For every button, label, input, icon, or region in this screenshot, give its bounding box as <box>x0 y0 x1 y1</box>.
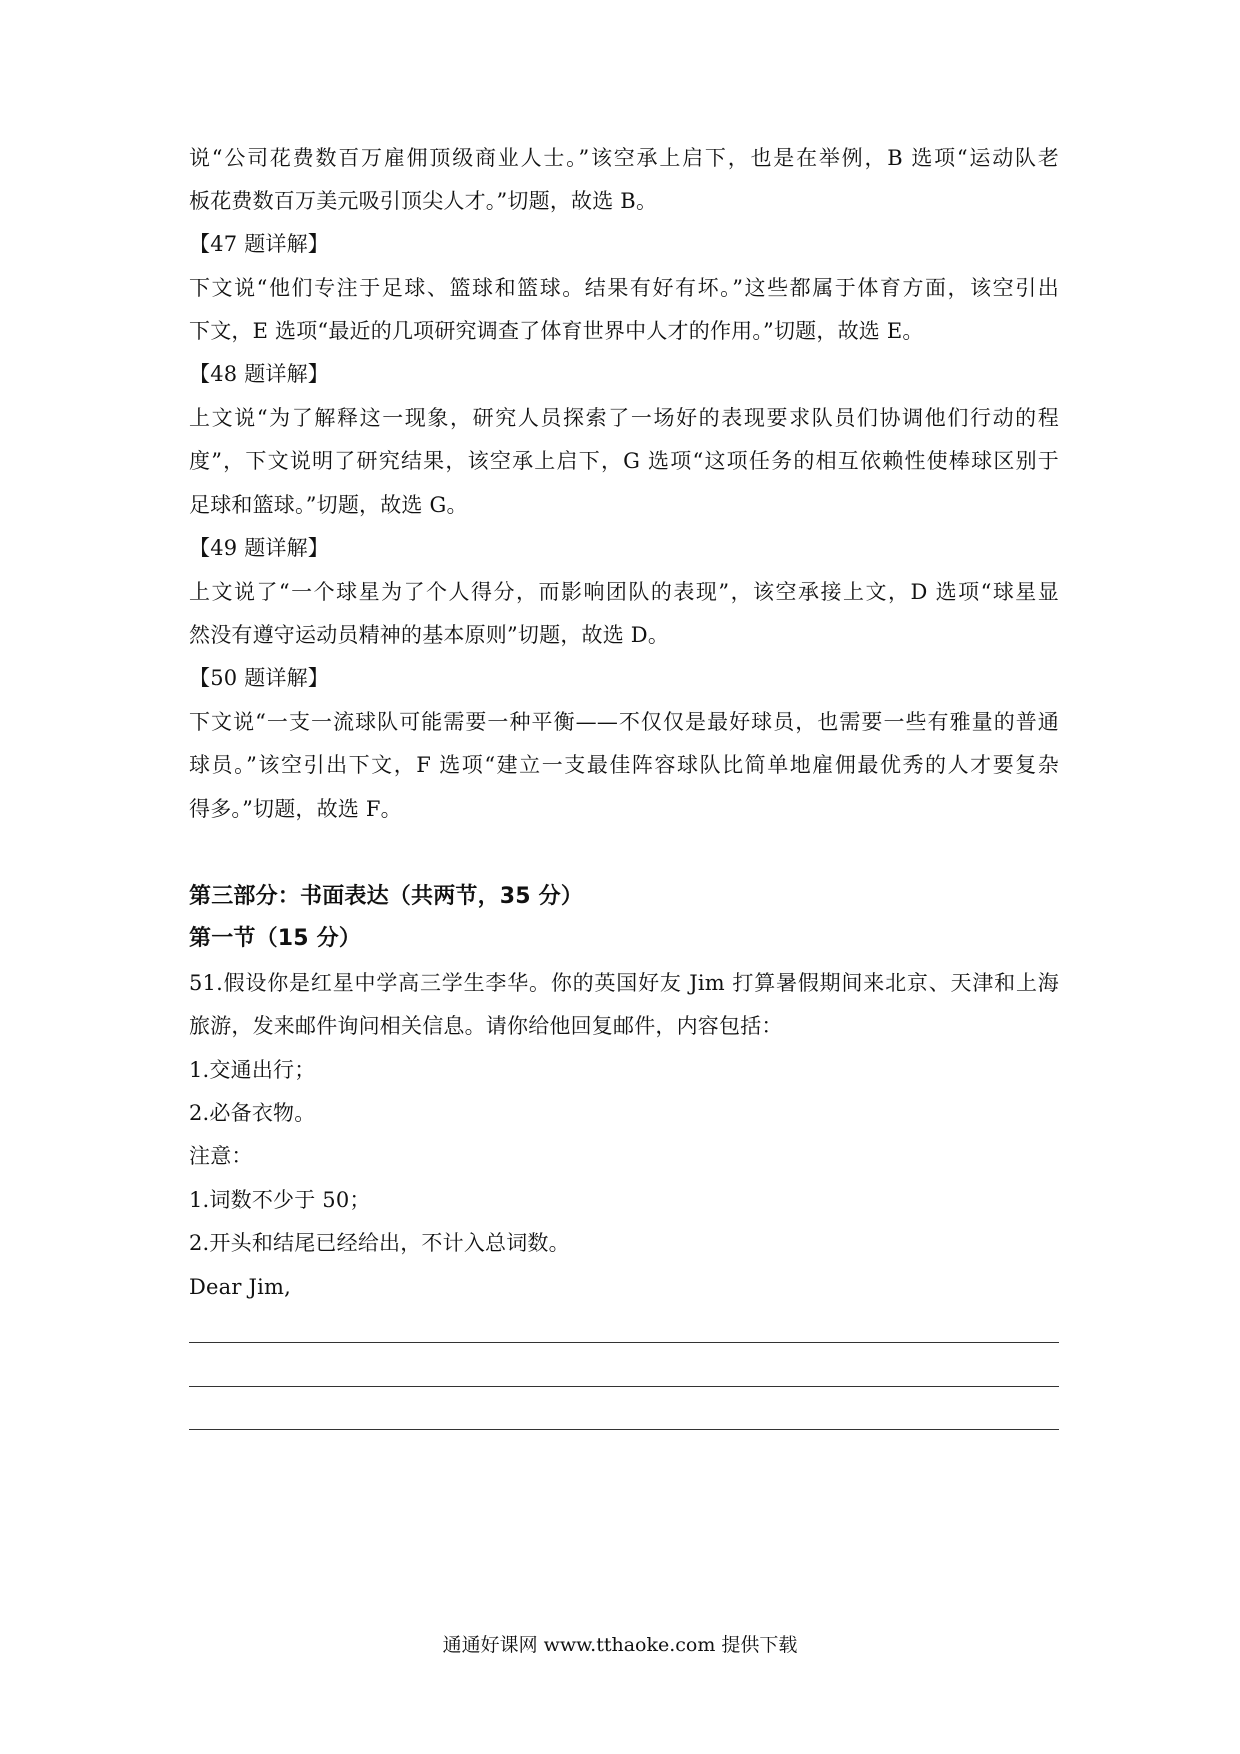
q51-prompt-line-1: 51.假设你是红星中学高三学生李华。你的英国好友 Jim 打算暑假期间来北京、天津和上海 <box>189 971 1059 995</box>
q47-heading: 【47 题详解】 <box>189 232 329 256</box>
q50-explanation-line-2: 球员。”该空引出下文，F 选项“建立一支最佳阵容球队比简单地雇佣最优秀的人才要复杂 <box>189 753 1059 777</box>
q50-explanation-line-3: 得多。”切题，故选 F。 <box>189 797 402 821</box>
page-footer: 通通好课网 www.tthaoke.com 提供下载 <box>442 1634 798 1656</box>
q50-explanation-line-1: 下文说“一支一流球队可能需要一种平衡——不仅仅是最好球员，也需要一些有雅量的普通 <box>189 710 1059 734</box>
q48-heading: 【48 题详解】 <box>189 362 329 386</box>
q46-explanation-line-1: 说“公司花费数百万雇佣顶级商业人士。”该空承上启下，也是在举例，B 选项“运动队老 <box>189 146 1059 170</box>
letter-salutation: Dear Jim, <box>189 1275 292 1299</box>
q51-content-item-1: 1.交通出行； <box>189 1058 316 1082</box>
q49-explanation-line-2: 然没有遵守运动员精神的基本原则”切题，故选 D。 <box>189 623 670 647</box>
part-three-title: 第三部分：书面表达（共两节，35 分） <box>189 884 584 909</box>
q46-explanation-line-2: 板花费数百万美元吸引顶尖人才。”切题，故选 B。 <box>189 189 658 213</box>
q48-explanation-line-3: 足球和篮球。”切题，故选 G。 <box>189 493 468 517</box>
answer-line-3 <box>189 1429 1059 1430</box>
q47-explanation-line-2: 下文，E 选项“最近的几项研究调查了体育世界中人才的作用。”切题，故选 E。 <box>189 319 924 343</box>
answer-line-2 <box>189 1386 1059 1387</box>
q51-note-1: 1.词数不少于 50； <box>189 1188 371 1212</box>
q51-note-2: 2.开头和结尾已经给出，不计入总词数。 <box>189 1231 570 1255</box>
q48-explanation-line-1: 上文说“为了解释这一现象，研究人员探索了一场好的表现要求队员们协调他们行动的程 <box>189 406 1059 430</box>
q47-explanation-line-1: 下文说“他们专注于足球、篮球和篮球。结果有好有坏。”这些都属于体育方面，该空引出 <box>189 276 1059 300</box>
section-one-title: 第一节（15 分） <box>189 926 362 951</box>
q49-heading: 【49 题详解】 <box>189 536 329 560</box>
q51-content-item-2: 2.必备衣物。 <box>189 1101 316 1125</box>
answer-line-1 <box>189 1342 1059 1343</box>
q50-heading: 【50 题详解】 <box>189 666 329 690</box>
q51-note-label: 注意： <box>189 1144 253 1168</box>
q49-explanation-line-1: 上文说了“一个球星为了个人得分，而影响团队的表现”，该空承接上文，D 选项“球星显 <box>189 580 1059 604</box>
document-page <box>189 0 1059 1754</box>
q48-explanation-line-2: 度”，下文说明了研究结果，该空承上启下，G 选项“这项任务的相互依赖性使棒球区别于 <box>189 449 1059 473</box>
q51-prompt-line-2: 旅游，发来邮件询问相关信息。请你给他回复邮件，内容包括： <box>189 1014 783 1038</box>
